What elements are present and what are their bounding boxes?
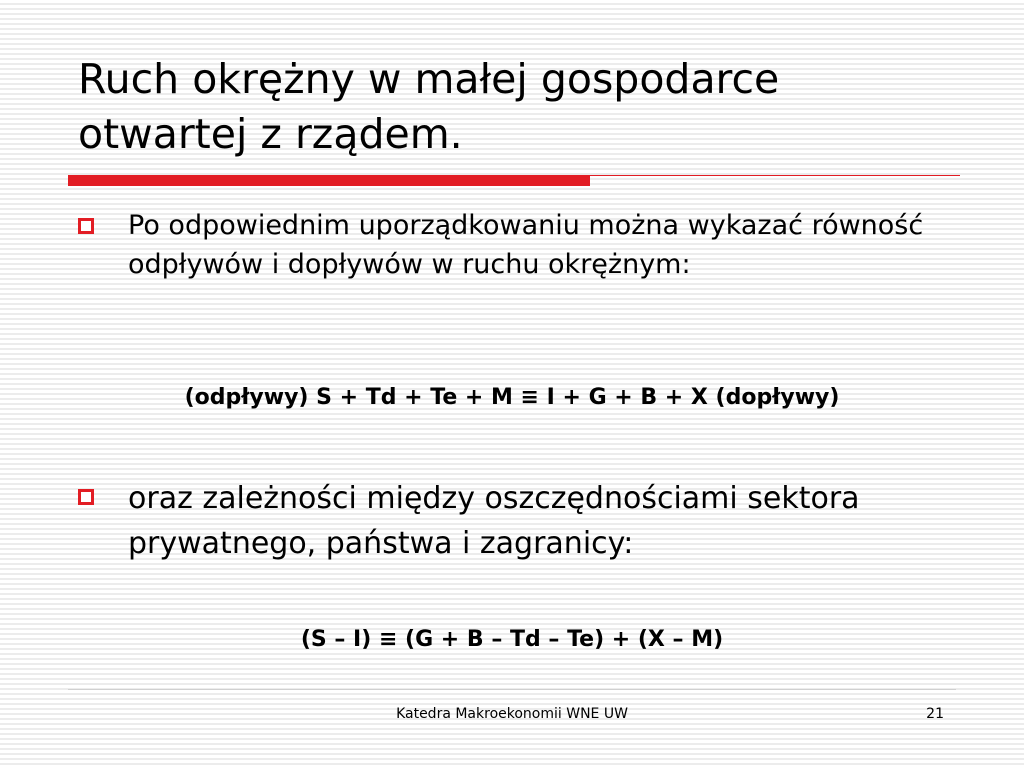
- bullet-item: [78, 206, 958, 284]
- bullet-text: Po odpowiednim uporządkowaniu można wykazać równość odpływów i dopływów w ruchu okrężnym:: [128, 210, 924, 280]
- page-number: 21: [926, 706, 944, 722]
- equation-flows-identity: (odpływy) S + Td + Te + M ≡ I + G + B + X (dopływy): [184, 385, 840, 410]
- hollow-square-bullet-icon: [78, 489, 94, 505]
- title-underline-accent: [68, 175, 590, 186]
- bullet-item: [78, 476, 958, 566]
- title-underline-thin: [590, 175, 960, 176]
- hollow-square-bullet-icon: [78, 218, 94, 234]
- footer-label: Katedra Makroekonomii WNE UW: [396, 706, 628, 722]
- footer-divider: [68, 689, 956, 690]
- bullet-text: oraz zależności między oszczędnościami sektora prywatnego, państwa i zagranicy:: [128, 481, 860, 561]
- equation-savings-identity: (S – I) ≡ (G + B – Td – Te) + (X – M): [300, 627, 724, 652]
- slide-title: Ruch okrężny w małej gospodarce otwartej z rządem.: [78, 55, 780, 158]
